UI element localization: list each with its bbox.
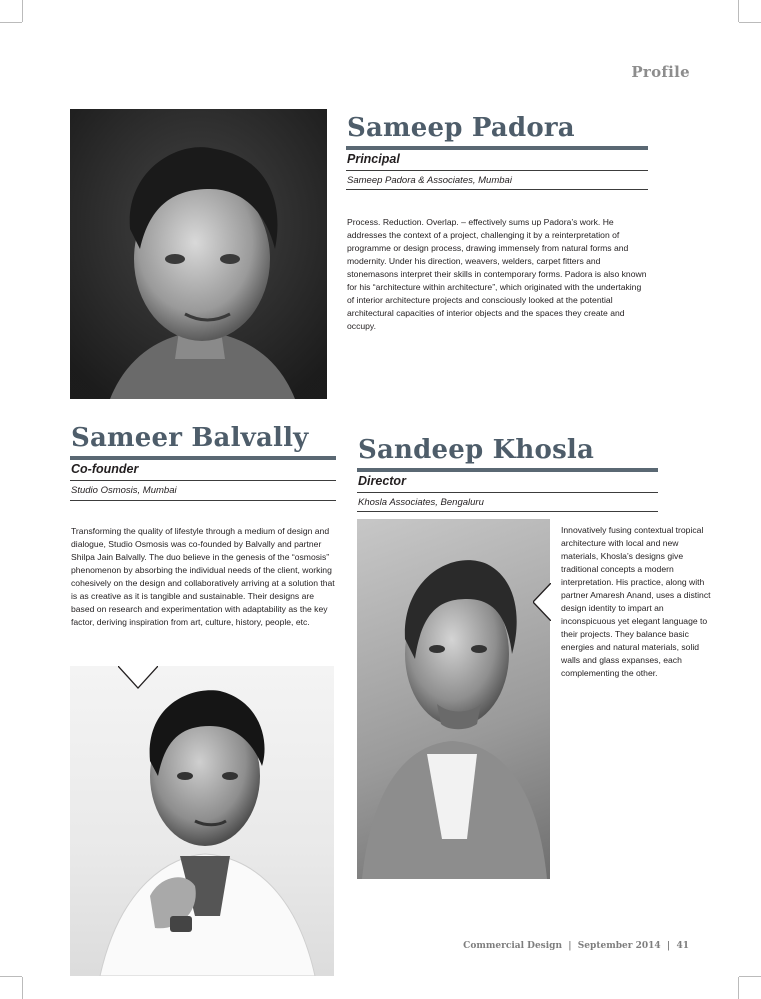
page-footer: Commercial Design | September 2014 | 41 [463, 941, 689, 951]
profile-name: Sandeep Khosla [358, 435, 595, 465]
crop-mark [739, 22, 761, 23]
callout-pointer [118, 666, 158, 690]
crop-mark [738, 0, 739, 22]
crop-mark [22, 0, 23, 22]
callout-pointer [533, 583, 551, 621]
profile-role: Co-founder [71, 462, 139, 476]
portrait-photo-sameer-balvally [70, 666, 334, 976]
crop-mark [739, 976, 761, 977]
profile-firm: Khosla Associates, Bengaluru [358, 497, 484, 508]
profile-firm: Sameep Padora & Associates, Mumbai [347, 175, 512, 186]
role-divider [70, 480, 336, 481]
name-underline [357, 468, 658, 472]
crop-mark [0, 976, 22, 977]
crop-mark [738, 977, 739, 999]
firm-divider [357, 511, 658, 512]
name-underline [346, 146, 648, 150]
portrait-photo-sandeep-khosla [357, 519, 550, 879]
profile-role: Principal [347, 152, 400, 166]
profile-role: Director [358, 474, 406, 488]
name-underline [70, 456, 336, 460]
portrait-illustration [70, 109, 327, 399]
section-label: Profile [631, 63, 690, 81]
profile-bio: Transforming the quality of lifestyle through a medium of design and dialogue, Studio Osmosis was co-founded by Balvally and partner Shilpa Jain Balvally. The duo believe in the genesis of the “osmosis” phenomenon by absorbing the individual needs of the client, working cohesively on the design and collaboratively arriving at a solution that is as creative as it is tangible and sustainable. Their designs are based on research and experimentation with adaptability as the key factor, deriving inspiration from art, culture, history, people, etc. [71, 526, 335, 627]
firm-divider [70, 500, 336, 501]
profile-firm: Studio Osmosis, Mumbai [71, 485, 177, 496]
firm-divider [346, 189, 648, 190]
portrait-illustration [70, 666, 334, 976]
role-divider [346, 170, 648, 171]
portrait-illustration [357, 519, 550, 879]
profile-name: Sameer Balvally [71, 423, 309, 453]
crop-mark [22, 977, 23, 999]
portrait-photo-sameep-padora [70, 109, 327, 399]
profile-bio: Innovatively fusing contextual tropical architecture with local and new materials, Khosla’s designs give traditional concepts a modern interpretation. His practice, along with partner Amaresh Anand, uses a distinct design identity to impart an inconspicuous yet elegant language to their projects. They balance basic energies and natural materials, solid walls and glass expanses, each complementing the other. [561, 525, 711, 678]
crop-mark [0, 22, 22, 23]
profile-name: Sameep Padora [347, 113, 575, 143]
profile-bio: Process. Reduction. Overlap. – effectively sums up Padora’s work. He addresses the context of a project, challenging it by a reinterpretation of programme or design process, drawing immensely from natural forms and modernity. Under his direction, weavers, welders, carpet fitters and stonemasons interpret their skills in contemporary forms. Padora is also known for his “architecture within architecture”, which originated with the undertaking of interior architecture projects and consciously looked at the potential architectural capacities of interior objects and the spaces they create and occupy. [347, 217, 647, 331]
role-divider [357, 492, 658, 493]
